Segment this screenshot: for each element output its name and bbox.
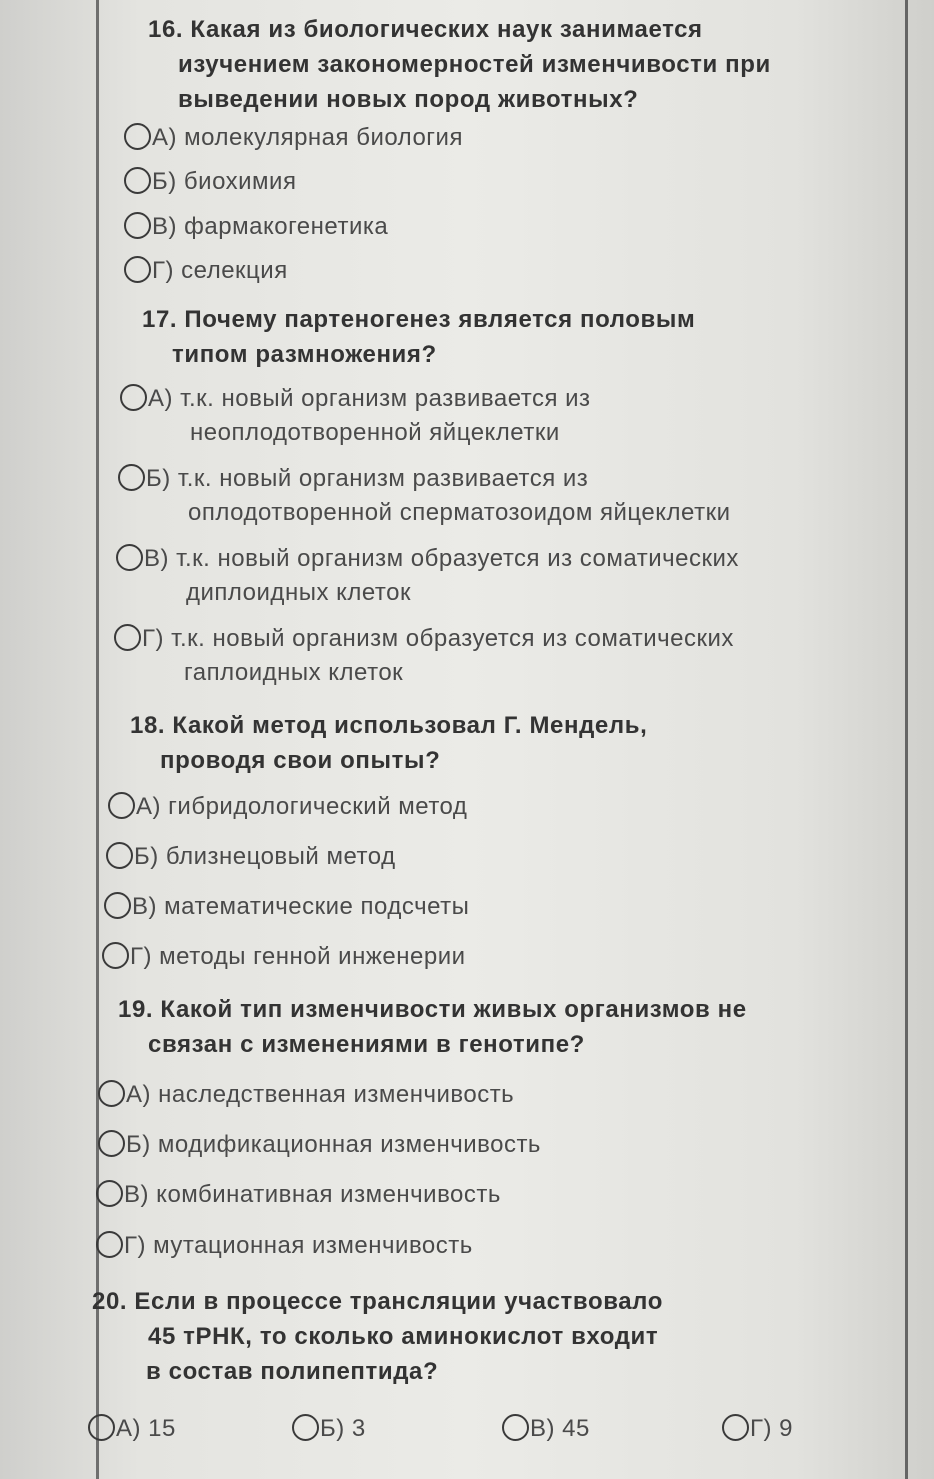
radio-circle-icon[interactable] [120,384,147,411]
question-16-option-a[interactable]: А) молекулярная биология [124,121,463,155]
radio-circle-icon[interactable] [108,792,135,819]
question-18-option-b[interactable]: Б) близнецовый метод [106,840,396,874]
question-19-option-c[interactable]: В) комбинативная изменчивость [96,1178,501,1212]
radio-circle-icon[interactable] [114,624,141,651]
radio-circle-icon[interactable] [98,1080,125,1107]
radio-circle-icon[interactable] [124,167,151,194]
radio-circle-icon[interactable] [98,1130,125,1157]
question-20-title: 20. Если в процессе трансляции участвовало 45 тРНК, то сколько аминокислот входит в состав полипептида? [92,1288,663,1385]
radio-circle-icon[interactable] [722,1414,749,1441]
radio-circle-icon[interactable] [116,544,143,571]
radio-circle-icon[interactable] [118,464,145,491]
question-17-option-b[interactable]: Б) т.к. новый организм развивается из оплодотворенной сперматозоидом яйцеклетки [118,462,730,530]
radio-circle-icon[interactable] [124,256,151,283]
question-16-option-d[interactable]: Г) селекция [124,254,288,288]
question-17-option-a[interactable]: А) т.к. новый организм развивается из неоплодотворенной яйцеклетки [120,382,591,450]
question-18-title: 18. Какой метод использовал Г. Мендель, проводя свои опыты? [130,712,648,774]
right-margin-rule [905,0,908,1479]
question-17-title: 17. Почему партеногенез является половым типом размножения? [142,306,696,368]
question-20-option-a[interactable]: А) 15 [88,1412,176,1446]
radio-circle-icon[interactable] [96,1231,123,1258]
question-18-option-a[interactable]: А) гибридологический метод [108,790,467,824]
radio-circle-icon[interactable] [124,212,151,239]
question-17-option-d[interactable]: Г) т.к. новый организм образуется из соматических гаплоидных клеток [114,622,734,690]
radio-circle-icon[interactable] [104,892,131,919]
question-18-option-c[interactable]: В) математические подсчеты [104,890,469,924]
question-19-option-a[interactable]: А) наследственная изменчивость [98,1078,514,1112]
question-16-title: 16. Какая из биологических наук занимается изучением закономерностей изменчивости при выведении новых пород животных? [148,16,771,113]
question-19-option-d[interactable]: Г) мутационная изменчивость [96,1229,473,1263]
radio-circle-icon[interactable] [124,123,151,150]
radio-circle-icon[interactable] [88,1414,115,1441]
question-20-option-b[interactable]: Б) 3 [292,1412,366,1446]
question-19-title: 19. Какой тип изменчивости живых организмов не связан с изменениями в генотипе? [118,996,747,1058]
question-16-option-b[interactable]: Б) биохимия [124,165,296,199]
question-16-option-c[interactable]: В) фармакогенетика [124,210,388,244]
radio-circle-icon[interactable] [106,842,133,869]
radio-circle-icon[interactable] [102,942,129,969]
question-20-option-d[interactable]: Г) 9 [722,1412,793,1446]
radio-circle-icon[interactable] [502,1414,529,1441]
radio-circle-icon[interactable] [96,1180,123,1207]
question-19-option-b[interactable]: Б) модификационная изменчивость [98,1128,541,1162]
radio-circle-icon[interactable] [292,1414,319,1441]
question-18-option-d[interactable]: Г) методы генной инженерии [102,940,466,974]
question-17-option-c[interactable]: В) т.к. новый организм образуется из соматических диплоидных клеток [116,542,739,610]
question-20-option-c[interactable]: В) 45 [502,1412,590,1446]
